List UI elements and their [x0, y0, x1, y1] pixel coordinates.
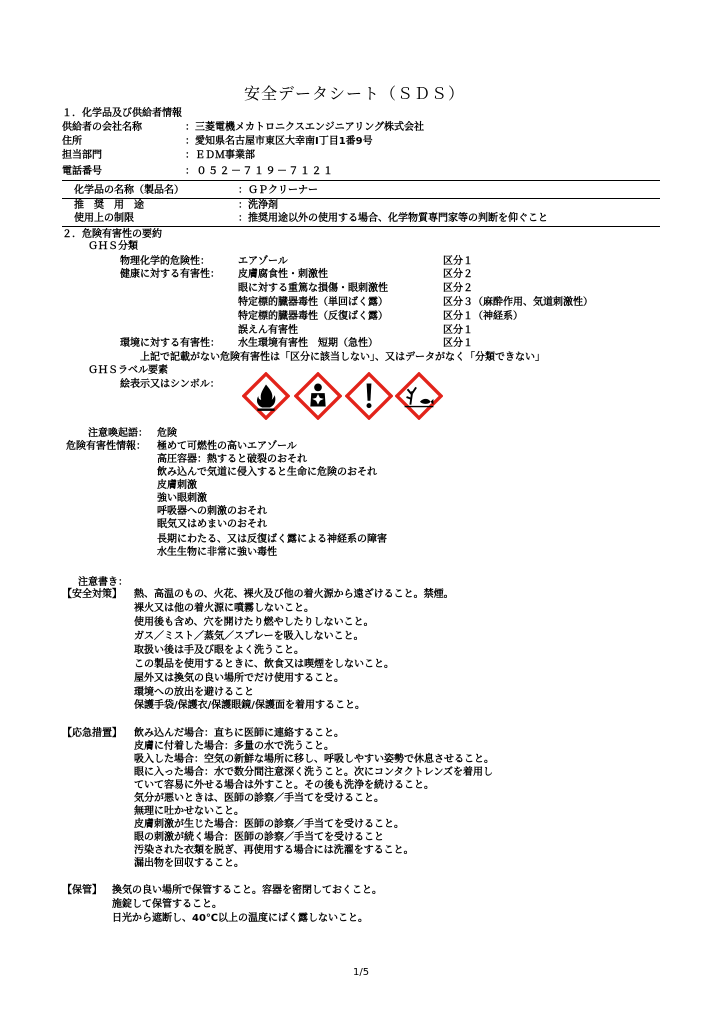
- divider: [62, 226, 660, 227]
- safety-measures-label: 【安全対策】: [62, 589, 122, 600]
- hazard-statement: 飲み込んで気道に侵入すると生命に危険のおそれ: [157, 467, 377, 478]
- physical-hazard-label: 物理化学的危険性：: [120, 256, 210, 267]
- health-hazard-label: 健康に対する有害性：: [120, 269, 220, 280]
- storage-statement: 換気の良い場所で保管すること。容器を密閉しておくこと。: [112, 885, 382, 896]
- hazard-category: 区分１: [443, 338, 473, 349]
- ghs-classification-label: ＧＨＳ分類: [88, 241, 138, 252]
- first-aid-statement: 皮膚刺激が生じた場合：医師の診察／手当てを受けること。: [134, 819, 404, 830]
- hazard-name: 特定標的臓器毒性（反復ばく露）: [238, 311, 388, 322]
- first-aid-statement: 吸入した場合：空気の新鮮な場所に移し、呼吸しやすい姿勢で休息させること。: [134, 754, 494, 765]
- safety-statement: 屋外又は換気の良い場所でだけ使用すること。: [134, 673, 344, 684]
- signal-word: 危険: [157, 428, 177, 439]
- product-name-value: ：ＧＰクリーナー: [238, 185, 318, 196]
- address-value: ：愛知県名古屋市東区大幸南Ⅰ丁目1番9号: [185, 136, 373, 147]
- safety-statement: 保護手袋/保護衣/保護眼鏡/保護面を着用すること。: [134, 700, 365, 711]
- hazard-statement: 極めて可燃性の高いエアゾール: [157, 441, 297, 452]
- label-elements-heading: ＧＨＳラベル要素: [88, 365, 168, 376]
- first-aid-statement: 漏出物を回収すること。: [134, 858, 244, 869]
- safety-statement: 熱、高温のもの、火花、裸火及び他の着火源から遠ざけること。禁煙。: [134, 589, 454, 600]
- first-aid-label: 【応急措置】: [62, 728, 122, 739]
- storage-statement: 日光から遮断し、40℃以上の温度にばく露しないこと。: [112, 913, 369, 924]
- restriction-label: 使用上の制限: [74, 213, 134, 224]
- hazard-category: 区分２: [443, 269, 473, 280]
- department-label: 担当部門: [62, 150, 102, 161]
- hazard-statement: 水生生物に非常に強い毒性: [157, 547, 277, 558]
- storage-statement: 施錠して保管すること。: [112, 899, 222, 910]
- divider: [62, 198, 660, 199]
- environment-icon: [395, 372, 443, 420]
- phone-label: 電話番号: [62, 166, 102, 177]
- first-aid-statement: 皮膚に付着した場合：多量の水で洗うこと。: [134, 741, 334, 752]
- first-aid-statement: 汚染された衣類を脱ぎ、再使用する場合には洗濯をすること。: [134, 845, 414, 856]
- hazard-category: 区分２: [443, 283, 473, 294]
- hazard-statement: 高圧容器：熱すると破裂のおそれ: [157, 454, 307, 465]
- supplier-value: ：三菱電機メカトロニクスエンジニアリング株式会社: [185, 122, 425, 133]
- supplier-label: 供給者の会社名称: [62, 122, 142, 133]
- storage-label: 【保管】: [62, 885, 102, 896]
- hazard-statement: 長期にわたる、又は反復ばく露による神経系の障害: [157, 534, 387, 545]
- page-number: 1/5: [353, 967, 370, 978]
- recommended-use-value: ：洗浄剤: [238, 200, 278, 211]
- safety-statement: 取扱い後は手及び眼をよく洗うこと。: [134, 645, 304, 656]
- divider: [62, 180, 660, 181]
- first-aid-statement: 眼に入った場合：水で数分間注意深く洗うこと。次にコンタクトレンズを着用し: [134, 767, 494, 778]
- section1-heading: １．化学品及び供給者情報: [62, 108, 182, 119]
- address-label: 住所: [62, 136, 82, 147]
- flame-icon: [242, 372, 290, 420]
- first-aid-statement: ていて容易に外せる場合は外すこと。その後も洗浄を続けること。: [134, 780, 434, 791]
- safety-statement: 環境への放出を避けること: [134, 687, 254, 698]
- restriction-value: ：推奨用途以外の使用する場合、化学物質専門家等の判断を仰ぐこと: [238, 213, 548, 224]
- first-aid-statement: 飲み込んだ場合：直ちに医師に連絡すること。: [134, 728, 344, 739]
- first-aid-statement: 気分が悪いときは、医師の診察／手当てを受けること。: [134, 793, 384, 804]
- hazard-name: 皮膚腐食性・刺激性: [238, 269, 328, 280]
- classification-note: 上記で記載がない危険有害性は「区分に該当しない」、又はデータがなく「分類できない」: [140, 352, 545, 363]
- safety-statement: この製品を使用するときに、飲食又は喫煙をしないこと。: [134, 659, 394, 670]
- recommended-use-label: 推 奨 用 途: [74, 200, 144, 211]
- hazard-statement: 強い眼刺激: [157, 493, 207, 504]
- health-hazard-icon: [294, 372, 342, 420]
- department-value: ：ＥＤＭ事業部: [185, 150, 255, 161]
- product-name-label: 化学品の名称（製品名）: [74, 185, 184, 196]
- hazard-info-label: 危険有害性情報：: [66, 441, 146, 452]
- hazard-name: 特定標的臓器毒性（単回ばく露）: [238, 297, 388, 308]
- signal-word-label: 注意喚起語：: [88, 428, 148, 439]
- safety-statement: 使用後も含め、穴を開けたり燃やしたりしないこと。: [134, 617, 374, 628]
- first-aid-statement: 無理に吐かせないこと。: [134, 806, 244, 817]
- hazard-statement: 皮膚刺激: [157, 480, 197, 491]
- exclamation-icon: [345, 372, 393, 420]
- hazard-category: 区分１（神経系）: [443, 311, 523, 322]
- hazard-name: 眼に対する重篤な損傷・眼刺激性: [238, 283, 388, 294]
- hazard-name: 誤えん有害性: [238, 325, 298, 336]
- hazard-statement: 眠気又はめまいのおそれ: [157, 519, 267, 530]
- safety-statement: 裸火又は他の着火源に噴霧しないこと。: [134, 603, 314, 614]
- page-title: 安全データシート（ＳＤＳ）: [244, 84, 466, 103]
- safety-statement: ガス／ミスト／蒸気／スプレーを吸入しないこと。: [134, 631, 364, 642]
- hazard-statement: 呼吸器への刺激のおそれ: [157, 506, 267, 517]
- first-aid-statement: 眼の刺激が続く場合：医師の診察／手当てを受けること: [134, 832, 384, 843]
- section2-heading: ２．危険有害性の要約: [62, 229, 162, 240]
- hazard-category: 区分１: [443, 325, 473, 336]
- hazard-name: エアゾール: [238, 256, 288, 267]
- hazard-name: 水生環境有害性 短期（急性）: [238, 338, 378, 349]
- hazard-category: 区分１: [443, 256, 473, 267]
- symbol-label: 絵表示又はシンボル：: [120, 379, 220, 390]
- env-hazard-label: 環境に対する有害性：: [120, 338, 220, 349]
- phone-value: ：０５２－７１９－７１２１: [185, 166, 335, 177]
- precautionary-label: 注意書き：: [78, 577, 128, 588]
- hazard-category: 区分３（麻酔作用、気道刺激性）: [443, 297, 593, 308]
